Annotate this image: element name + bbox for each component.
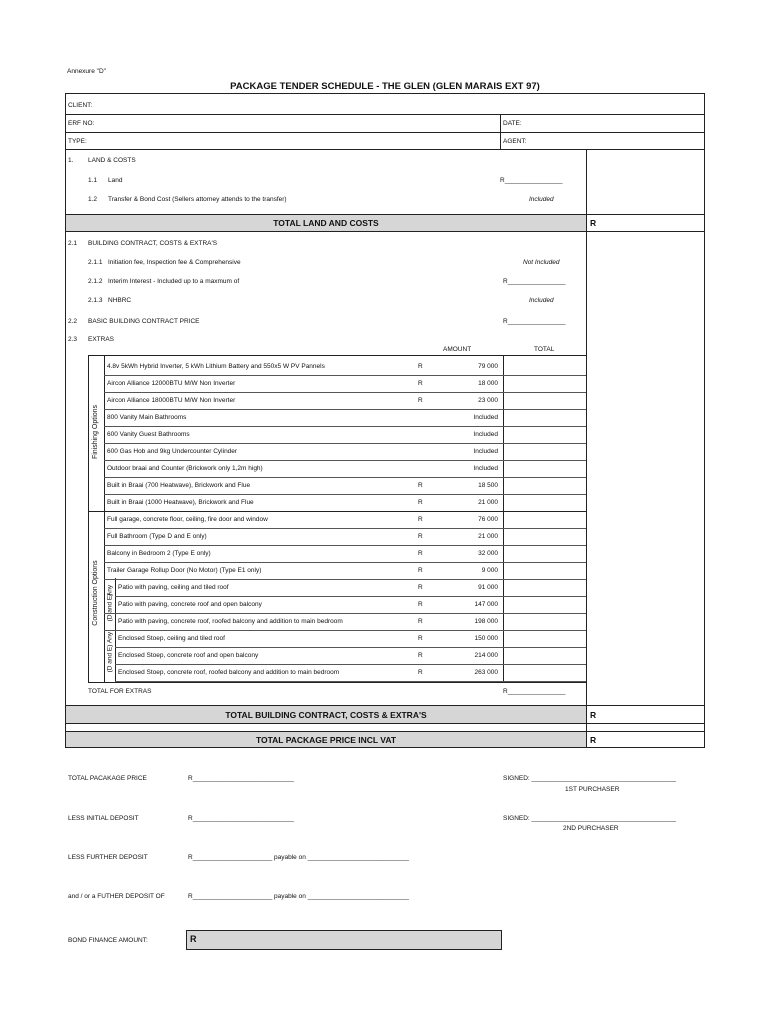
construction-options-label: Construction Options bbox=[92, 560, 99, 626]
finishing-row-label: 800 Vanity Main Bathrooms bbox=[107, 414, 187, 421]
total-package-r: R bbox=[590, 735, 597, 745]
further-deposit-label: and / or a FUTHER DEPOSIT OF bbox=[68, 893, 165, 900]
item-1-2-label: Transfer & Bond Cost (Sellers attorney attends to the transfer) bbox=[108, 196, 287, 203]
total-extras-value: R________________ bbox=[503, 688, 566, 695]
item-1-1-label: Land bbox=[108, 177, 123, 184]
total-extras-label: TOTAL FOR EXTRAS bbox=[88, 688, 152, 695]
construction-row-total-cell[interactable] bbox=[504, 529, 585, 545]
section2-1-num: 2.1 bbox=[68, 240, 78, 247]
total-package-price-label: TOTAL PACAKAGE PRICE bbox=[68, 775, 147, 782]
construction-row-amount: 150 000 bbox=[474, 635, 498, 642]
finishing-row-amount: 23 000 bbox=[478, 397, 498, 404]
construction-row-total-cell[interactable] bbox=[504, 665, 585, 681]
less-initial-deposit-line[interactable]: R____________________________ bbox=[188, 815, 294, 822]
construction-row-total-cell[interactable] bbox=[504, 546, 585, 562]
total-land-r: R bbox=[590, 218, 597, 228]
finishing-row-amount: 21 000 bbox=[478, 499, 498, 506]
construction-row-amount: 214 000 bbox=[474, 652, 498, 659]
section2-1-title: BUILDING CONTRACT, COSTS & EXTRA'S bbox=[88, 240, 218, 247]
construction-row-label: Full Bathroom (Type D and E only) bbox=[107, 533, 207, 540]
bond-finance-input[interactable] bbox=[186, 930, 502, 950]
finishing-row-total-cell[interactable] bbox=[504, 410, 585, 426]
finishing-row-currency: R bbox=[418, 499, 423, 506]
item-2-1-1-value: Not Included bbox=[523, 259, 560, 266]
construction-row-currency: R bbox=[418, 516, 423, 523]
construction-row-currency: R bbox=[418, 567, 423, 574]
bond-finance-label: BOND FINANCE AMOUNT: bbox=[68, 937, 148, 944]
item-2-1-2-value: R________________ bbox=[503, 278, 566, 285]
finishing-row-label: Outdoor braai and Counter (Brickwork only 1,2m high) bbox=[107, 465, 263, 472]
section1-num: 1. bbox=[68, 157, 74, 164]
d-and-e-label-1: (D and E) bbox=[106, 593, 114, 622]
finishing-row-total-cell[interactable] bbox=[504, 461, 585, 477]
finishing-options-label: Finishing Options bbox=[92, 404, 99, 460]
construction-row-label: Trailer Garage Rollup Door (No Motor) (Type E1 only) bbox=[107, 567, 262, 574]
finishing-row-currency: R bbox=[418, 380, 423, 387]
finishing-row-currency: R bbox=[418, 397, 423, 404]
finishing-row-amount: 79 000 bbox=[478, 363, 498, 370]
construction-row-amount: 76 000 bbox=[478, 516, 498, 523]
total-building-label: TOTAL BUILDING CONTRACT, COSTS & EXTRA'S bbox=[225, 710, 427, 720]
finishing-row-label: Aircon Alliance 12000BTU M/W Non Inverter bbox=[107, 380, 236, 387]
finishing-row-amount: Included bbox=[473, 414, 498, 421]
signed-line-2[interactable]: SIGNED: ________________________________________ bbox=[503, 815, 677, 822]
construction-row-currency: R bbox=[418, 533, 423, 540]
finishing-row-total-cell[interactable] bbox=[504, 427, 585, 443]
item-2-1-2-label: Interim Interest - Included up to a maxmum of bbox=[108, 278, 240, 285]
finishing-row-currency: R bbox=[418, 363, 423, 370]
construction-row-total-cell[interactable] bbox=[504, 648, 585, 664]
construction-row-total-cell[interactable] bbox=[504, 563, 585, 579]
finishing-row-total-cell[interactable] bbox=[504, 478, 585, 494]
total-package-label: TOTAL PACKAGE PRICE INCL VAT bbox=[255, 735, 397, 745]
construction-row-currency: R bbox=[418, 652, 423, 659]
annexure-label: Annexure "D" bbox=[67, 68, 106, 75]
finishing-row-label: Aircon Alliance 18000BTU M/W Non Inverter bbox=[107, 397, 236, 404]
construction-row-total-cell[interactable] bbox=[504, 631, 585, 647]
finishing-row-total-cell[interactable] bbox=[504, 393, 585, 409]
any-label-1: Any bbox=[106, 584, 114, 597]
item-2-1-1-label: Initiation fee, Inspection fee & Comprehensive bbox=[108, 259, 241, 266]
finishing-row-currency: R bbox=[418, 482, 423, 489]
further-deposit-line[interactable]: R______________________ payable on ____________________________ bbox=[188, 893, 409, 900]
item-1-1-value: R________________ bbox=[500, 177, 563, 184]
construction-row-total-cell[interactable] bbox=[504, 512, 585, 528]
finishing-row-total-cell[interactable] bbox=[504, 376, 585, 392]
total-land-label: TOTAL LAND AND COSTS bbox=[273, 218, 379, 228]
construction-row-currency: R bbox=[418, 584, 423, 591]
finishing-row-total-cell[interactable] bbox=[504, 359, 585, 375]
construction-row-amount: 263 000 bbox=[474, 669, 498, 676]
finishing-row-label: 600 Vanity Guest Bathrooms bbox=[107, 431, 190, 438]
less-initial-deposit-label: LESS INITIAL DEPOSIT bbox=[68, 815, 139, 822]
construction-row-total-cell[interactable] bbox=[504, 580, 585, 596]
construction-row-amount: 32 000 bbox=[478, 550, 498, 557]
erf-no-label: ERF NO: bbox=[68, 120, 95, 127]
finishing-row-total-cell[interactable] bbox=[504, 495, 585, 511]
finishing-row-amount: 18 500 bbox=[478, 482, 498, 489]
item-1-2-value: Included bbox=[529, 196, 554, 203]
total-header: TOTAL bbox=[534, 346, 555, 353]
finishing-row-total-cell[interactable] bbox=[504, 444, 585, 460]
total-building-r: R bbox=[590, 710, 597, 720]
item-1-1-num: 1.1 bbox=[88, 177, 98, 184]
less-further-deposit-line[interactable]: R______________________ payable on ____________________________ bbox=[188, 854, 409, 861]
section1-title: LAND & COSTS bbox=[88, 157, 136, 164]
construction-row-amount: 147 000 bbox=[474, 601, 498, 608]
finishing-row-label: Built in Braai (1000 Heatwave), Brickwork and Flue bbox=[107, 499, 254, 506]
construction-row-label: Balcony in Bedroom 2 (Type E only) bbox=[107, 550, 211, 557]
construction-row-amount: 91 000 bbox=[478, 584, 498, 591]
construction-row-currency: R bbox=[418, 550, 423, 557]
finishing-row-label: 600 Gas Hob and 9kg Undercounter Cylinder bbox=[107, 448, 238, 455]
section2-2-num: 2.2 bbox=[68, 318, 78, 325]
agent-label: AGENT: bbox=[503, 138, 527, 145]
construction-row-label: Enclosed Stoep, concrete roof and open balcony bbox=[118, 652, 259, 659]
item-1-2-num: 1.2 bbox=[88, 196, 98, 203]
construction-row-amount: 21 000 bbox=[478, 533, 498, 540]
construction-row-label: Full garage, concrete floor, ceiling, fire door and window bbox=[107, 516, 268, 523]
construction-row-label: Patio with paving, ceiling and tiled roof bbox=[118, 584, 229, 591]
second-purchaser-label: 2ND PURCHASER bbox=[563, 825, 619, 832]
type-label: TYPE: bbox=[68, 138, 87, 145]
less-further-deposit-label: LESS FURTHER DEPOSIT bbox=[68, 854, 148, 861]
finishing-row-amount: Included bbox=[473, 431, 498, 438]
item-2-1-1-num: 2.1.1 bbox=[88, 259, 103, 266]
construction-row-currency: R bbox=[418, 635, 423, 642]
amount-header: AMOUNT bbox=[443, 346, 472, 353]
finishing-row-amount: 18 000 bbox=[478, 380, 498, 387]
item-2-1-3-label: NHBRC bbox=[108, 297, 132, 304]
finishing-row-amount: Included bbox=[473, 448, 498, 455]
item-2-1-2-num: 2.1.2 bbox=[88, 278, 103, 285]
date-label: DATE: bbox=[503, 120, 522, 127]
section2-2-title: BASIC BUILDING CONTRACT PRICE bbox=[88, 318, 200, 325]
any-label-2: Any bbox=[106, 631, 114, 644]
item-2-1-3-value: Included bbox=[529, 297, 554, 304]
construction-row-currency: R bbox=[418, 669, 423, 676]
construction-row-label: Enclosed Stoep, ceiling and tiled roof bbox=[118, 635, 225, 642]
construction-row-label: Enclosed Stoep, concrete roof, roofed balcony and addition to main bedroom bbox=[118, 669, 340, 676]
construction-row-amount: 198 000 bbox=[474, 618, 498, 625]
page-title: PACKAGE TENDER SCHEDULE - THE GLEN (GLEN MARAIS EXT 97) bbox=[230, 81, 540, 92]
construction-row-currency: R bbox=[418, 618, 423, 625]
construction-row-label: Patio with paving, concrete roof and open balcony bbox=[118, 601, 262, 608]
section2-2-value: R________________ bbox=[503, 318, 566, 325]
client-label: CLIENT: bbox=[68, 102, 93, 109]
construction-row-amount: 9 000 bbox=[481, 567, 498, 574]
bond-finance-r: R bbox=[190, 934, 197, 944]
finishing-row-label: Built in Braai (700 Heatwave), Brickwork and Flue bbox=[107, 482, 251, 489]
first-purchaser-label: 1ST PURCHASER bbox=[565, 786, 620, 793]
construction-row-label: Patio with paving, concrete roof, roofed balcony and addition to main bedroom bbox=[118, 618, 343, 625]
section2-3-num: 2.3 bbox=[68, 336, 78, 343]
signed-line-1[interactable]: SIGNED: ________________________________________ bbox=[503, 775, 677, 782]
construction-row-currency: R bbox=[418, 601, 423, 608]
total-package-price-line[interactable]: R____________________________ bbox=[188, 775, 294, 782]
construction-row-total-cell[interactable] bbox=[504, 597, 585, 613]
d-and-e-label-2: (D and E) bbox=[106, 644, 114, 673]
item-2-1-3-num: 2.1.3 bbox=[88, 297, 103, 304]
finishing-row-label: 4.8v 5kWh Hybrid Inverter, 5 kWh Lithium Battery and 550x5 W PV Pannels bbox=[107, 363, 325, 370]
construction-row-total-cell[interactable] bbox=[504, 614, 585, 630]
section2-3-title: EXTRAS bbox=[88, 336, 115, 343]
finishing-row-amount: Included bbox=[473, 465, 498, 472]
